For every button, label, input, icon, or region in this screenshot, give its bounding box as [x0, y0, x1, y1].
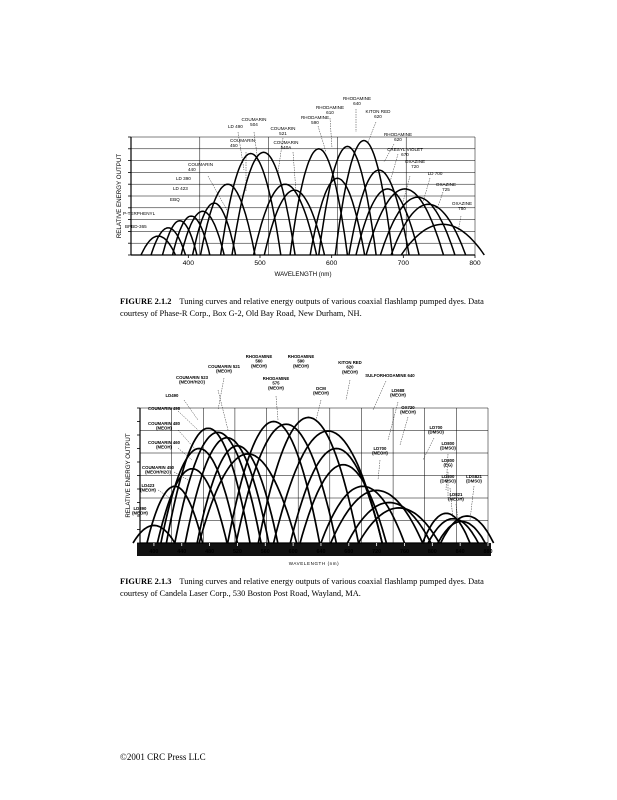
leader-line	[373, 381, 386, 410]
dye-label: RHODAMINE	[383, 132, 413, 137]
x-tick-label: 800	[469, 260, 481, 267]
dye-label: 610	[326, 110, 334, 116]
dye-label: BPBD-365	[125, 224, 147, 229]
tuning-curve-oxazine-720	[366, 189, 443, 255]
leader-line	[318, 126, 326, 152]
dye-label: EBQ	[170, 197, 180, 202]
dye-label: COUMARIN 523	[176, 375, 208, 380]
leader-line	[316, 400, 321, 420]
dye-label: (DMSO)	[466, 478, 482, 484]
x-tick-label: 560	[260, 549, 270, 555]
x-tick-label: 840	[455, 549, 465, 555]
dye-label: 590	[311, 120, 319, 126]
x-tick-label: 880	[483, 549, 493, 555]
dye-label: LD490	[165, 393, 179, 398]
x-tick-label: 480	[205, 549, 215, 555]
dye-label: (MEOH)	[313, 390, 329, 396]
leader-line	[390, 154, 398, 182]
leader-line	[346, 380, 350, 400]
x-tick-label: 440	[177, 549, 187, 555]
dye-label: (DMSO)	[428, 429, 444, 435]
dye-label: RHODAMINE	[245, 354, 273, 359]
tuning-curve-rhodamine-620	[349, 170, 409, 255]
figure-2-1-2-caption	[120, 296, 505, 319]
dye-label: (MEOH)	[390, 392, 406, 398]
x-tick-label: 800	[427, 549, 437, 555]
dye-label: OXAZINE	[451, 201, 473, 206]
dye-label: RHODAMINE	[315, 105, 345, 110]
x-tick-label: 680	[344, 549, 354, 555]
tuning-curve-kiton-red-620	[319, 146, 376, 255]
leader-line	[368, 122, 376, 142]
leader-line	[218, 390, 228, 430]
dye-label: RHODAMINE	[262, 376, 290, 381]
x-tick-label: 500	[254, 260, 266, 267]
figure-2-1-3-label: FIGURE 2.1.3	[120, 577, 172, 586]
dye-label: LDS821	[466, 474, 482, 479]
leader-line	[184, 400, 198, 420]
dye-label: LD800	[441, 441, 455, 446]
dye-label: 670	[401, 152, 409, 158]
leader-line	[378, 460, 380, 480]
dye-label: 575	[272, 380, 280, 386]
dye-label: COUMARIN 450	[142, 465, 174, 470]
dye-label: (MEOH/H2O)	[179, 379, 205, 385]
dye-label: (MEOH)	[268, 385, 284, 391]
dye-label: P-TERPHENYL	[123, 211, 156, 216]
dye-label: OX720	[401, 405, 415, 410]
tuning-curve-ld423-meoh-	[147, 486, 203, 543]
dye-label: COUMARIN	[188, 162, 214, 167]
x-tick-label: 520	[232, 549, 242, 555]
dye-label: (MEOH)	[132, 510, 148, 516]
dye-label: 521	[279, 131, 287, 137]
dye-label: LD 700	[427, 171, 443, 176]
dye-label: (MEOH)	[293, 363, 309, 369]
dye-label: LD688	[391, 388, 405, 393]
dye-label: 720	[411, 164, 419, 170]
tuning-curve-rhodamine-640	[335, 141, 392, 256]
leader-line	[178, 430, 196, 450]
dye-label: LD390	[133, 506, 147, 511]
x-axis-label: WAVELENGTH (nm)	[288, 561, 340, 566]
tuning-curve-bpbd-365	[141, 236, 175, 255]
dye-label: COUMARIN	[273, 140, 299, 145]
dye-label: SULFORHODAMINE 640	[365, 373, 415, 378]
dye-label: LD423	[141, 483, 155, 488]
dye-label: LD700	[373, 446, 387, 451]
x-tick-label: 600	[325, 260, 338, 267]
dye-label: 590	[297, 358, 305, 364]
dye-label: 440	[188, 167, 196, 173]
dye-label: 640	[353, 101, 361, 107]
leader-line	[400, 417, 408, 445]
dye-label: COUMARIN 521	[208, 364, 240, 369]
dye-label: (MEOH)	[372, 450, 388, 456]
dye-label: (MEOH)	[216, 368, 232, 374]
dye-label: 504	[250, 122, 258, 128]
figure-2-1-2-label: FIGURE 2.1.2	[120, 297, 172, 306]
dye-labels	[123, 96, 472, 232]
x-axis-label: WAVELENGTH (nm)	[274, 271, 332, 278]
dye-label: LD821	[449, 492, 463, 497]
dye-label: COUMARIN	[241, 117, 267, 122]
dye-label: COUMARIN	[230, 138, 256, 143]
leader-line	[470, 486, 474, 520]
tuning-curve-rhodamine-590	[290, 149, 347, 255]
figure-2-1-2-chart	[118, 92, 498, 287]
dye-label: 620	[374, 114, 382, 120]
dye-label: (MEOH/H2O)	[145, 469, 171, 475]
dye-label: 560	[255, 358, 263, 364]
dye-label: CRESYL VIOLET	[387, 147, 423, 152]
dye-label: RHODAMINE	[300, 115, 330, 120]
tuning-curve-coumarin-440	[193, 203, 236, 255]
leader-line	[208, 176, 228, 212]
dye-label: COUMARIN	[270, 126, 296, 131]
tuning-curve-ebq	[163, 221, 197, 255]
dye-label: COUMARIN 498	[148, 406, 180, 411]
x-tick-label: 600	[288, 549, 298, 555]
dye-label: COUMARIN 460	[148, 440, 180, 445]
dye-label: (MEOH)	[156, 425, 172, 431]
x-tick-label: 720	[372, 549, 382, 555]
x-tick-label: 400	[149, 549, 159, 555]
dye-label: OXAZINE	[435, 182, 457, 187]
copyright-footer: ©2001 CRC Press LLC	[120, 752, 206, 762]
dye-label: RHODAMINE	[342, 96, 372, 101]
dye-label: 450	[230, 143, 238, 149]
dye-label: LD800	[441, 458, 455, 463]
figure-2-1-3-chart	[118, 350, 503, 570]
dye-label: LD 423	[173, 186, 188, 191]
x-tick-label: 700	[397, 260, 410, 267]
dye-label: (MEOH)	[156, 444, 172, 450]
dye-label: KITON RED	[365, 109, 391, 114]
dye-label: 620	[346, 364, 354, 370]
dye-label: RHODAMINE	[287, 354, 315, 359]
leader-line	[178, 411, 198, 430]
x-tick-label: 640	[316, 549, 326, 555]
curves	[141, 141, 484, 256]
dye-label: (MEOH)	[448, 496, 464, 502]
x-tick-label: 400	[182, 260, 195, 267]
dye-label: (EG)	[443, 462, 453, 468]
dye-label: 620	[394, 137, 402, 143]
x-axis-band	[137, 543, 491, 556]
figure-2-1-2-text: Tuning curves and relative energy outputs of various coaxial flashlamp pumped dyes. Data courtesy of Phase-R Corp., Box G-2, Old Bay Road, New Durham, NH.	[120, 297, 484, 318]
y-axis-label: RELATIVE ENERGY OUTPUT	[116, 153, 123, 239]
dye-label: KITON RED	[338, 360, 362, 365]
x-tick-label: 760	[399, 549, 409, 555]
dye-label: LD 390	[176, 176, 191, 181]
dye-label: 750	[458, 206, 466, 212]
dye-label: DCM	[316, 386, 326, 391]
leader-line	[218, 378, 224, 410]
figure-2-1-3-text: Tuning curves and relative energy outputs of various coaxial flashlamp pumped dyes. Data courtesy of Candela Laser Corp., 530 Boston Post Road, Wayland, MA.	[120, 577, 484, 598]
dye-label: (DMSO)	[440, 478, 456, 484]
dye-label: (MEOH)	[251, 363, 267, 369]
leader-line	[293, 152, 296, 192]
dye-label: LD800	[441, 474, 455, 479]
dye-label: (MEOH)	[400, 409, 416, 415]
dye-label: (MEOH)	[342, 369, 358, 375]
dye-label: COUMARIN 480	[148, 421, 180, 426]
leader-line	[330, 118, 332, 148]
leader-line	[423, 178, 430, 202]
figure-2-1-3-caption	[120, 576, 505, 599]
dye-label: 725	[442, 187, 450, 193]
tuning-curve-coumarin-504	[232, 152, 295, 255]
y-axis-label: RELATIVE ENERGY OUTPUT	[125, 433, 132, 518]
dye-label: (MEOH)	[140, 487, 156, 493]
dye-label: 540A	[280, 145, 292, 151]
dye-label: OXAZINE	[404, 159, 426, 164]
dye-label: LD 490	[228, 124, 243, 129]
dye-label: LD700	[429, 425, 443, 430]
dye-label: (DMSO)	[440, 445, 456, 451]
